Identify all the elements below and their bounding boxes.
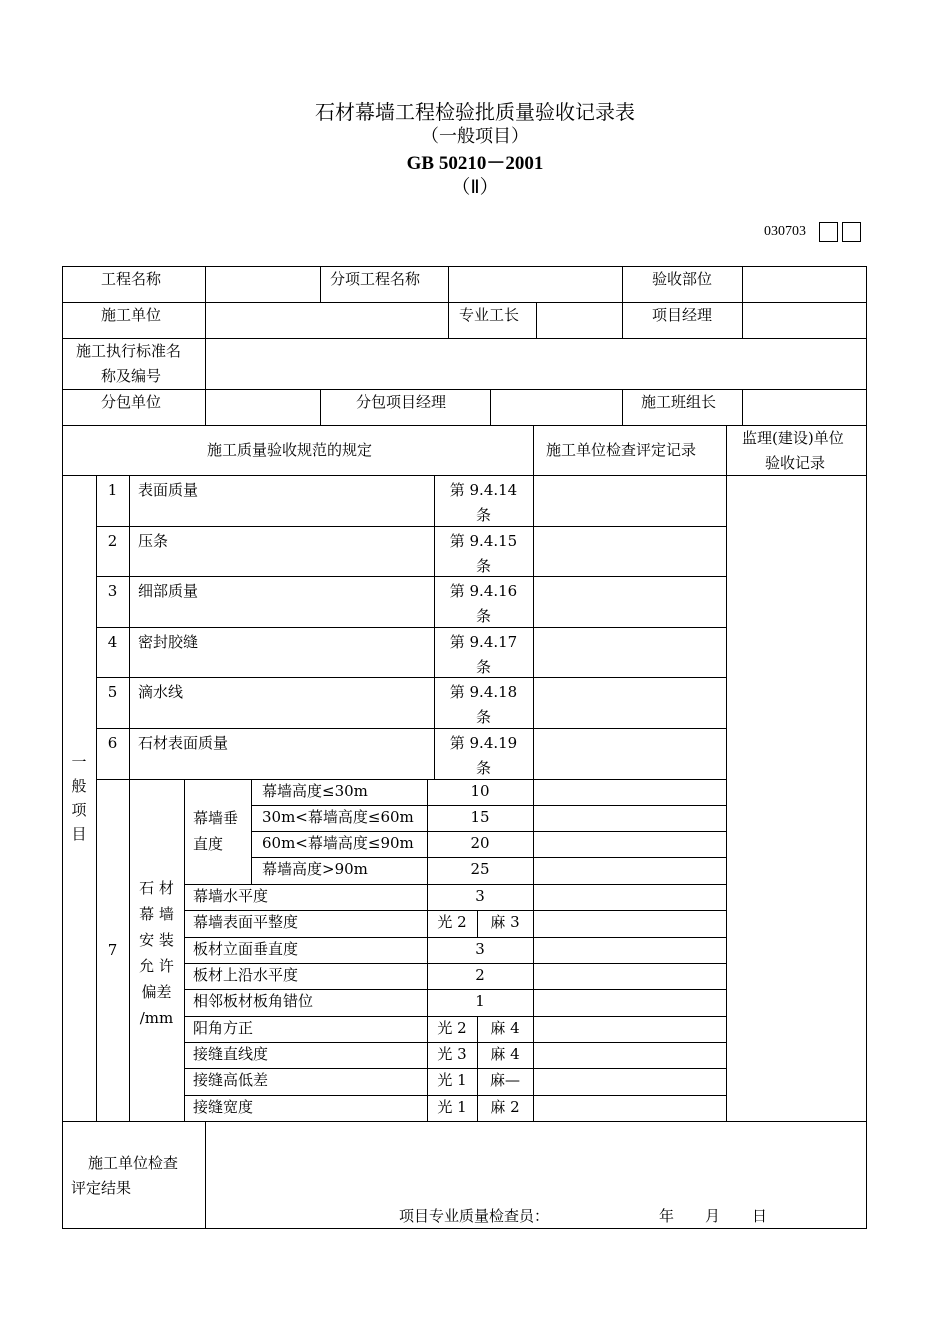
tolerance-name: 阳角方正 bbox=[193, 1019, 254, 1037]
tolerance-value: 20 bbox=[470, 834, 490, 852]
item-clause-unit: 条 bbox=[475, 506, 491, 524]
tolerance-value: 3 bbox=[475, 887, 485, 905]
date-year: 年 bbox=[659, 1207, 675, 1225]
code-box-1[interactable] bbox=[819, 222, 838, 242]
tolerance-value-rough: 麻 2 bbox=[490, 1098, 520, 1116]
label-subcontract-manager: 分包项目经理 bbox=[356, 393, 447, 411]
tolerance-value: 25 bbox=[470, 860, 490, 878]
group-label-char: 一 bbox=[71, 753, 87, 771]
col-check: 施工单位检查评定记录 bbox=[546, 441, 697, 459]
vertical-group-label: 幕墙垂 bbox=[193, 809, 239, 827]
tolerance-value-polished: 光 1 bbox=[437, 1098, 467, 1116]
item-number: 5 bbox=[107, 683, 118, 701]
tolerance-name: 板材立面垂直度 bbox=[193, 940, 299, 958]
tolerance-name: 幕墙高度≤30m bbox=[262, 782, 368, 800]
item7-label-line: 安 装 bbox=[139, 931, 174, 949]
item7-label-line: 偏差 bbox=[141, 983, 172, 1001]
tolerance-value: 2 bbox=[475, 966, 485, 984]
tolerance-name: 幕墙水平度 bbox=[193, 887, 269, 905]
item-number: 4 bbox=[107, 633, 118, 651]
item-name: 表面质量 bbox=[138, 481, 199, 499]
item-clause-unit: 条 bbox=[475, 708, 491, 726]
tolerance-name: 幕墙表面平整度 bbox=[193, 913, 299, 931]
tolerance-name: 60m<幕墙高度≤90m bbox=[262, 834, 414, 852]
tolerance-value-polished: 光 3 bbox=[437, 1045, 467, 1063]
label-foreman: 专业工长 bbox=[459, 306, 520, 324]
group-label-char: 目 bbox=[71, 825, 87, 843]
item-clause: 第 9.4.14 bbox=[449, 481, 518, 499]
tolerance-value-polished: 光 2 bbox=[437, 1019, 467, 1037]
item-number: 3 bbox=[107, 582, 118, 600]
standard-code: GB 50210－2001 bbox=[406, 153, 544, 174]
item-clause: 第 9.4.17 bbox=[449, 633, 518, 651]
item-clause-unit: 条 bbox=[475, 607, 491, 625]
label-project-name: 工程名称 bbox=[101, 270, 162, 288]
item7-label-line: 石 材 bbox=[139, 879, 174, 897]
date-day: 日 bbox=[752, 1207, 768, 1225]
label-project-manager: 项目经理 bbox=[652, 306, 713, 324]
item-number: 1 bbox=[107, 481, 118, 499]
group-label-char: 般 bbox=[71, 777, 87, 795]
item-number: 6 bbox=[107, 734, 118, 752]
tolerance-name: 相邻板材板角错位 bbox=[193, 992, 314, 1010]
label-acceptance-part: 验收部位 bbox=[652, 270, 713, 288]
item-clause-unit: 条 bbox=[475, 658, 491, 676]
tolerance-name: 接缝宽度 bbox=[193, 1098, 254, 1116]
item-clause-unit: 条 bbox=[475, 557, 491, 575]
inspector-label: 项目专业质量检查员： bbox=[399, 1207, 550, 1225]
date-month: 月 bbox=[705, 1207, 721, 1225]
col-spec: 施工质量验收规范的规定 bbox=[207, 441, 373, 459]
footer-label-2: 评定结果 bbox=[71, 1179, 132, 1197]
tolerance-name: 30m<幕墙高度≤60m bbox=[262, 808, 414, 826]
code-box-2[interactable] bbox=[842, 222, 861, 242]
item-name: 密封胶缝 bbox=[138, 633, 199, 651]
item-clause-unit: 条 bbox=[475, 759, 491, 777]
tolerance-value-rough: 麻— bbox=[489, 1071, 520, 1089]
item7-label-line: 允 许 bbox=[139, 957, 174, 975]
vertical-group-label-2: 直度 bbox=[193, 835, 224, 853]
col-supervise-2: 验收记录 bbox=[765, 454, 826, 472]
form-code: 030703 bbox=[764, 224, 806, 239]
item-number: 2 bbox=[107, 532, 118, 550]
item-name: 细部质量 bbox=[138, 582, 199, 600]
item7-label-line: 幕 墙 bbox=[139, 905, 174, 923]
tolerance-name: 板材上沿水平度 bbox=[193, 966, 299, 984]
tolerance-value: 3 bbox=[475, 940, 485, 958]
tolerance-value-rough: 麻 4 bbox=[490, 1019, 520, 1037]
tolerance-value: 1 bbox=[475, 992, 485, 1010]
tolerance-value-rough: 麻 4 bbox=[490, 1045, 520, 1063]
tolerance-name: 接缝高低差 bbox=[193, 1071, 269, 1089]
item-clause: 第 9.4.16 bbox=[449, 582, 518, 600]
form-part: （Ⅱ） bbox=[451, 176, 499, 198]
item-name: 滴水线 bbox=[138, 683, 184, 701]
label-standard-name: 施工执行标准名 bbox=[76, 342, 182, 360]
item-name: 压条 bbox=[138, 532, 169, 550]
item7-label-line: /mm bbox=[139, 1009, 174, 1027]
tolerance-value-polished: 光 1 bbox=[437, 1071, 467, 1089]
tolerance-value: 10 bbox=[470, 782, 490, 800]
footer-label: 施工单位检查 bbox=[88, 1154, 179, 1172]
item-clause: 第 9.4.19 bbox=[449, 734, 518, 752]
tolerance-value-rough: 麻 3 bbox=[490, 913, 520, 931]
item-clause: 第 9.4.15 bbox=[449, 532, 518, 550]
tolerance-value-polished: 光 2 bbox=[437, 913, 467, 931]
form-title: 石材幕墙工程检验批质量验收记录表 bbox=[315, 100, 635, 124]
item7-number: 7 bbox=[107, 941, 118, 959]
item-clause: 第 9.4.18 bbox=[449, 683, 518, 701]
tolerance-name: 接缝直线度 bbox=[193, 1045, 269, 1063]
label-construction-unit: 施工单位 bbox=[101, 306, 162, 324]
group-label-char: 项 bbox=[71, 801, 87, 819]
tolerance-value: 15 bbox=[470, 808, 490, 826]
label-subcontract-unit: 分包单位 bbox=[101, 393, 162, 411]
form-subtitle: （一般项目） bbox=[421, 126, 529, 147]
label-standard-name-2: 称及编号 bbox=[101, 367, 162, 385]
tolerance-name: 幕墙高度>90m bbox=[262, 860, 368, 878]
label-sub-project: 分项工程名称 bbox=[330, 270, 421, 288]
label-team-leader: 施工班组长 bbox=[641, 393, 717, 411]
col-supervise: 监理(建设)单位 bbox=[742, 429, 844, 447]
item-name: 石材表面质量 bbox=[138, 734, 229, 752]
